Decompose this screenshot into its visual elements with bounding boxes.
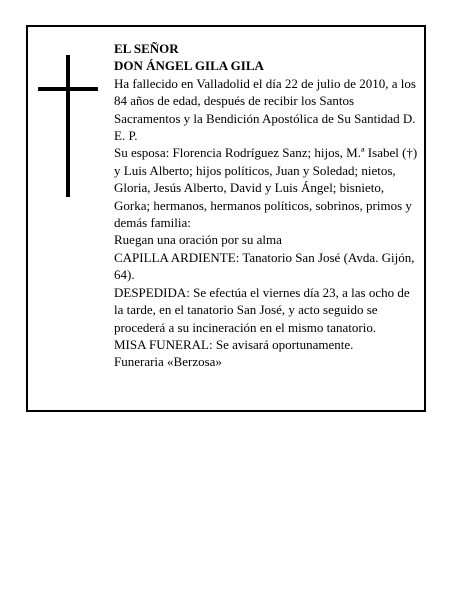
cross-vertical-bar [66,55,70,197]
title-line-1: EL SEÑOR [114,41,179,56]
death-announcement: Ha fallecido en Valladolid el día 22 de julio de 2010, a los 84 años de edad, después de recibir los Santos Sacramentos y la Bendición Apostólica de Su Santidad D. E. P. [114,75,416,144]
farewell-details: DESPEDIDA: Se efectúa el viernes día 23, a las ocho de la tarde, en el tanatorio San José, y acto seguido se procederá a su incineración en el mismo tanatorio. [114,284,410,335]
notice-text [114,40,420,371]
funeral-chapel: CAPILLA ARDIENTE: Tanatorio San José (Avda. Gijón, 64). [114,249,415,283]
prayer-request: Ruegan una oración por su alma [114,232,282,248]
cross-icon [38,55,98,197]
cross-horizontal-bar [38,87,98,91]
funeral-mass: MISA FUNERAL: Se avisará oportunamente. [114,336,354,352]
funeral-home: Funeraria «Berzosa» [114,354,222,370]
deceased-name: DON ÁNGEL GILA GILA [114,58,264,74]
obituary-notice [26,25,426,412]
family-list: Su esposa: Florencia Rodríguez Sanz; hijos, M.ª Isabel (†) y Luis Alberto; hijos políticos, Juan y Soledad; nietos, Gloria, Jesús Alberto, David y Luis Ángel; bisnieto, Gorka; hermanos, hermanos políticos, sobrinos, primos y demás familia: [114,145,418,231]
